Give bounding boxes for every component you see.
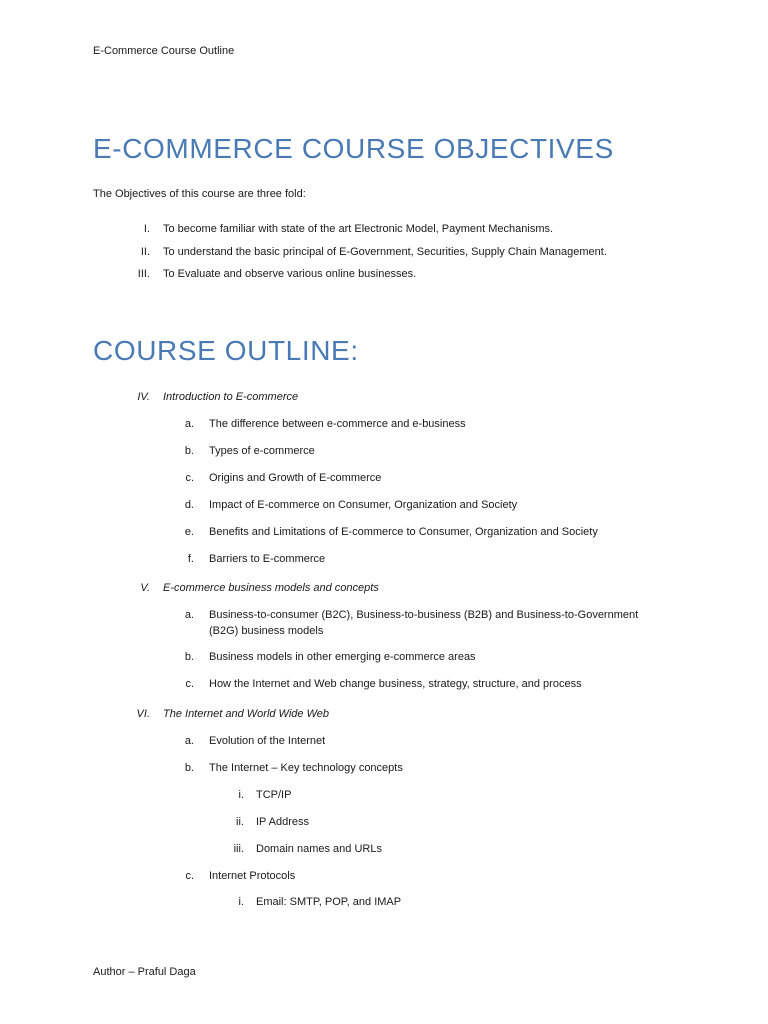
subitem-numeral: i. — [238, 789, 244, 801]
item-letter: b. — [184, 762, 194, 774]
course-outline-heading: COURSE OUTLINE: — [93, 335, 359, 366]
outline-item: Types of e-commerce — [209, 445, 315, 457]
item-letter: c. — [185, 870, 194, 882]
outline-subitem: IP Address — [256, 816, 309, 828]
outline-item: How the Internet and Web change business, strategy, structure, and process — [209, 678, 582, 690]
outline-item: Business-to-consumer (B2C), Business-to-business (B2B) and Business-to-Government (B2G) business models — [209, 609, 639, 637]
outline-item: Business models in other emerging e-commerce areas — [209, 651, 476, 663]
section-title: The Internet and World Wide Web — [163, 708, 329, 720]
item-letter: c. — [185, 678, 194, 690]
objective-number: III. — [137, 268, 150, 280]
page-header: E-Commerce Course Outline — [93, 45, 235, 57]
objective-number: II. — [140, 246, 150, 258]
item-letter: f. — [187, 553, 194, 565]
outline-item: Internet Protocols — [209, 870, 296, 882]
outline-subitem: TCP/IP — [256, 789, 292, 801]
section-title: Introduction to E-commerce — [163, 391, 299, 403]
objective-text: To become familiar with state of the art Electronic Model, Payment Mechanisms. — [163, 223, 554, 235]
section-title: E-commerce business models and concepts — [163, 582, 379, 594]
subitem-numeral: i. — [238, 896, 244, 908]
item-letter: a. — [184, 418, 194, 430]
section-number: V. — [140, 582, 150, 594]
outline-item: Barriers to E-commerce — [209, 553, 326, 565]
outline-item: The difference between e-commerce and e-business — [209, 418, 466, 430]
outline-item: Origins and Growth of E-commerce — [209, 472, 382, 484]
item-letter: e. — [184, 526, 194, 538]
objective-text: To Evaluate and observe various online businesses. — [163, 268, 417, 280]
item-letter: c. — [185, 472, 194, 484]
section-number: VI. — [136, 708, 150, 720]
section-number: IV. — [137, 391, 150, 403]
item-letter: a. — [184, 735, 194, 747]
outline-subitem: Email: SMTP, POP, and IMAP — [256, 896, 402, 908]
objectives-intro: The Objectives of this course are three fold: — [93, 188, 306, 200]
objective-number: I. — [143, 223, 150, 235]
objectives-heading: E-COMMERCE COURSE OBJECTIVES — [93, 133, 614, 164]
outline-item: Benefits and Limitations of E-commerce to Consumer, Organization and Society — [209, 526, 598, 538]
objective-text: To understand the basic principal of E-Government, Securities, Supply Chain Management. — [163, 246, 607, 258]
outline-item: Impact of E-commerce on Consumer, Organization and Society — [209, 499, 518, 511]
item-letter: a. — [184, 609, 194, 621]
subitem-numeral: ii. — [236, 816, 244, 828]
page-footer: Author – Praful Daga — [93, 966, 196, 978]
item-letter: b. — [184, 445, 194, 457]
outline-item: Evolution of the Internet — [209, 735, 326, 747]
outline-item: The Internet – Key technology concepts — [209, 762, 403, 774]
item-letter: b. — [184, 651, 194, 663]
subitem-numeral: iii. — [233, 843, 244, 855]
item-letter: d. — [184, 499, 194, 511]
outline-subitem: Domain names and URLs — [256, 843, 382, 855]
